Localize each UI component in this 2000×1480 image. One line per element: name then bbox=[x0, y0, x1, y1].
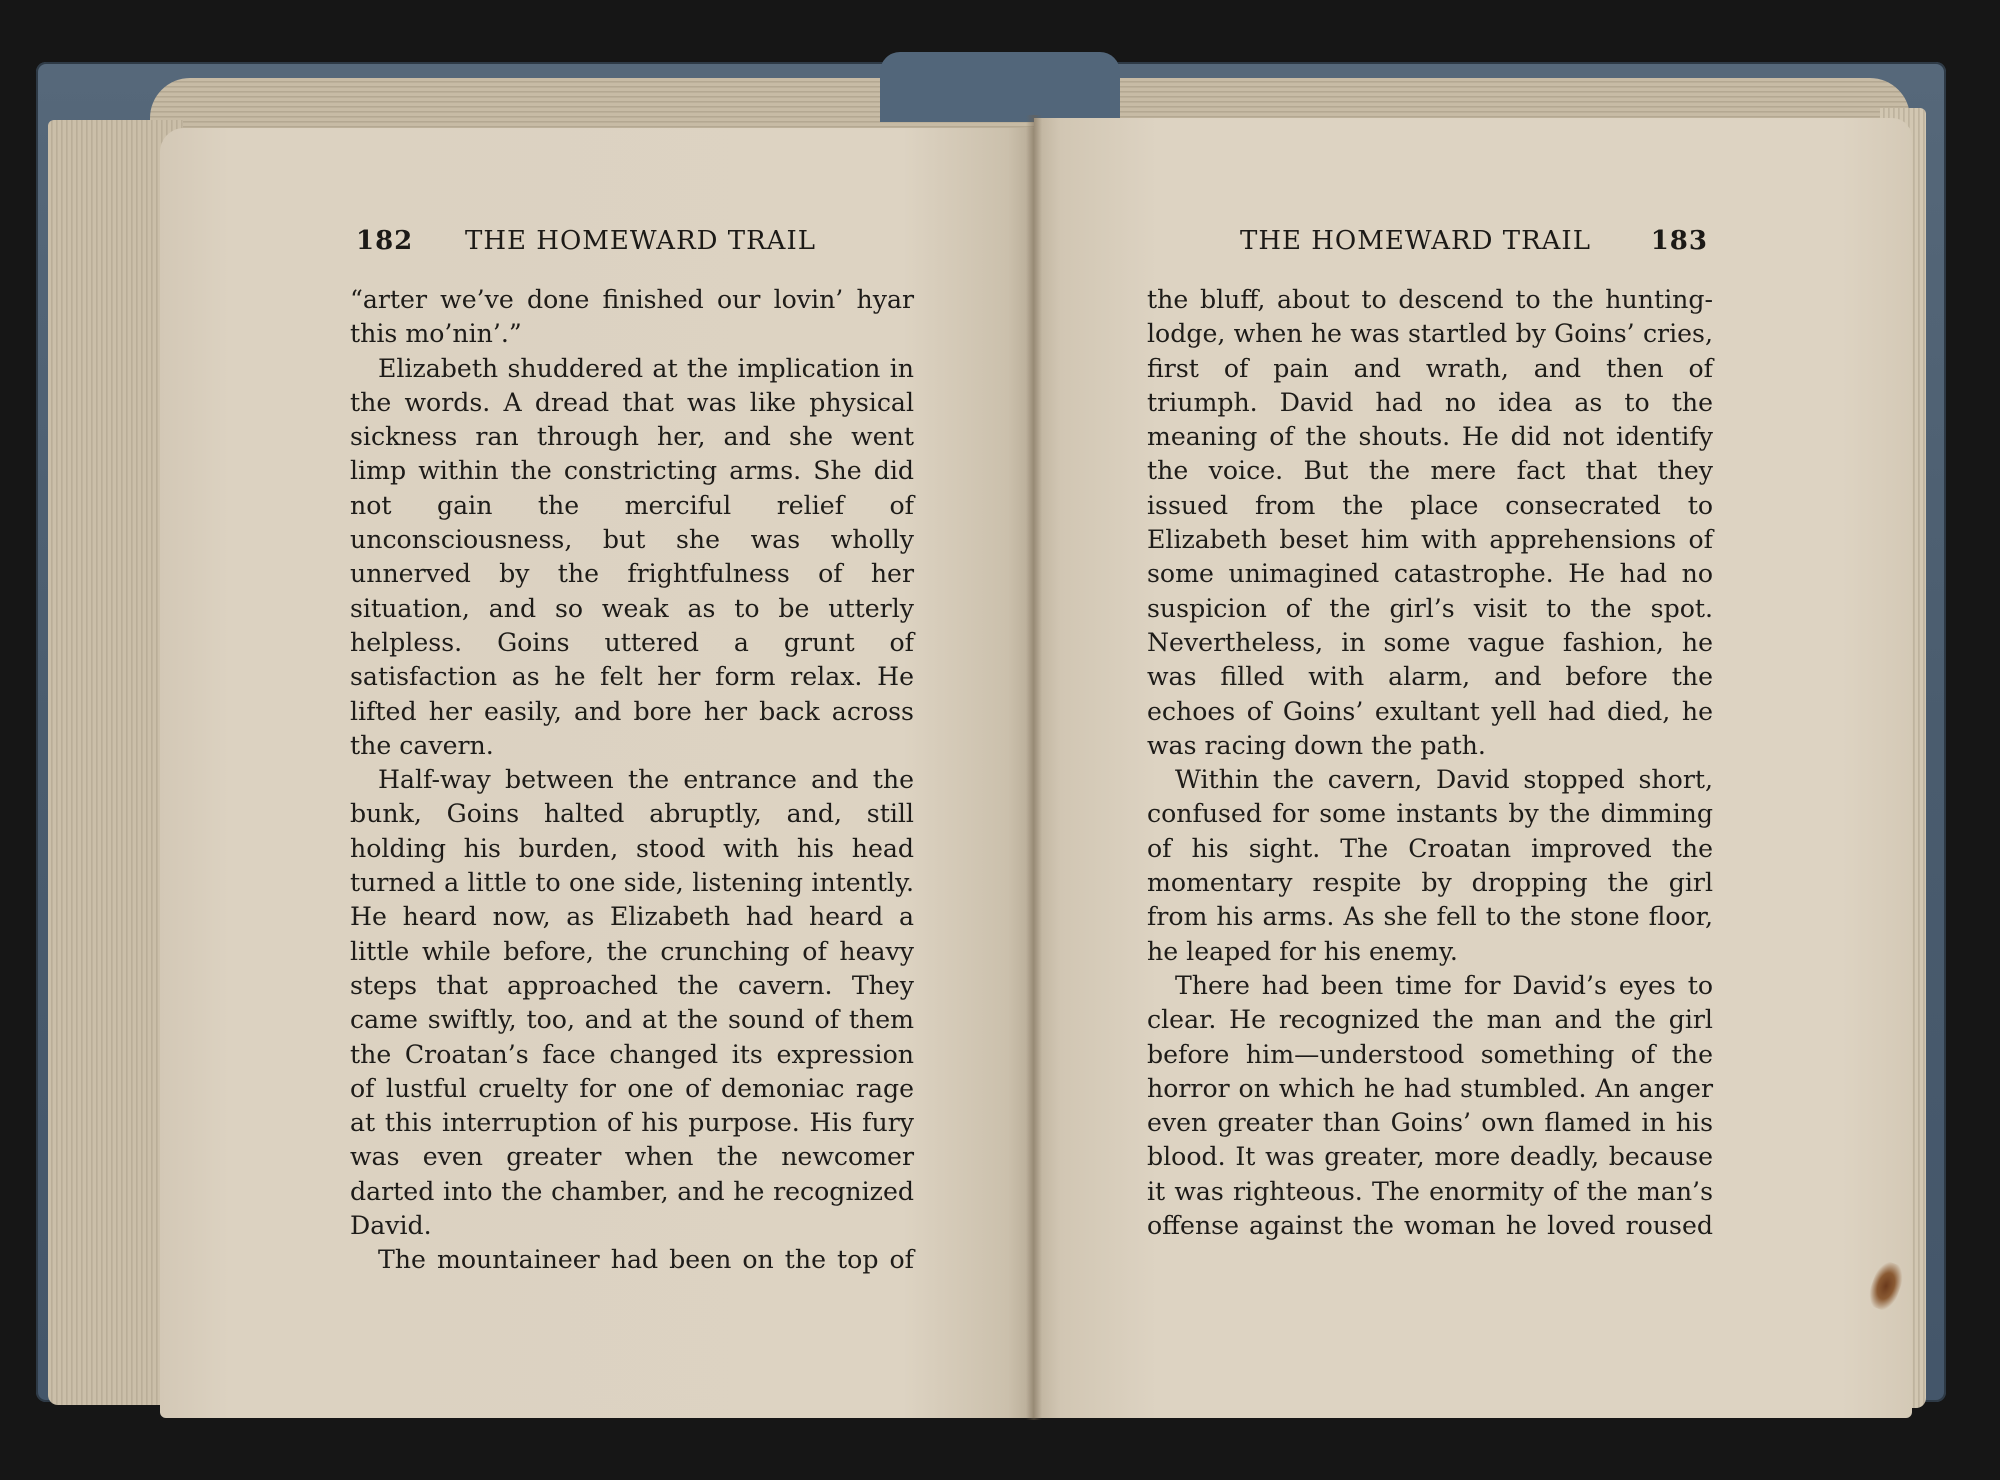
book-spine bbox=[880, 52, 1120, 122]
book-gutter bbox=[1026, 115, 1042, 1420]
left-page-number: 182 bbox=[356, 226, 414, 256]
right-running-title: THE HOMEWARD TRAIL bbox=[1240, 226, 1591, 256]
paragraph: There had been time for David’s eyes to clear. He recognized the man and the girl before him—understood something of the horror on which he had stumbled. An anger even greater than Goins’ own flamed in his blood. It was greater, more deadly, because it was righteous. The enormity of the man’s offense against the woman he loved roused bbox=[1147, 970, 1713, 1241]
paragraph: the bluff, about to descend to the hunting-lodge, when he was startled by Goins’ cries, first of pain and wrath, and then of triumph. David had no idea as to the meaning of the shouts. He did not identify the voice. But the mere fact that they issued from the place consecrated to Elizabeth beset him with apprehensions of some unimagined catastrophe. He had no suspicion of the girl’s visit to the spot. Nevertheless, in some vague fashion, he was filled with alarm, and before the echoes of Goins’ exultant yell had died, he was racing down the path. bbox=[1147, 285, 1713, 760]
right-page-number: 183 bbox=[1650, 226, 1708, 256]
left-running-title: THE HOMEWARD TRAIL bbox=[465, 226, 816, 256]
paragraph: Within the cavern, David stopped short, confused for some instants by the dimming of his sight. The Croatan improved the momentary respite by dropping the girl from his arms. As she fell to the stone floor, he leaped for his enemy. bbox=[1147, 765, 1713, 966]
paragraph: “arter we’ve done finished our lovin’ hyar this mo’nin’.” bbox=[350, 285, 914, 349]
right-page-body bbox=[1147, 283, 1713, 1243]
left-running-head bbox=[356, 226, 816, 256]
paragraph: Elizabeth shuddered at the implication in the words. A dread that was like physical sickness ran through her, and she went limp within the constricting arms. She did not gain the merciful relief of unconsciousness, but she was wholly unnerved by the frightfulness of her situation, and so weak as to be utterly helpless. Goins uttered a grunt of satisfaction as he felt her form relax. He lifted her easily, and bore her back across the cavern. bbox=[350, 353, 914, 760]
paragraph: The mountaineer had been on the top of bbox=[378, 1245, 914, 1275]
right-running-head bbox=[1240, 226, 1708, 256]
paragraph: Half-way between the entrance and the bunk, Goins halted abruptly, and, still holding his burden, stood with his head turned a little to one side, listening intently. He heard now, as Elizabeth had heard a little while before, the crunching of heavy steps that approached the cavern. They came swiftly, too, and at the sound of them the Croatan’s face changed its expression of lustful cruelty for one of demoniac rage at this interruption of his purpose. His fury was even greater when the newcomer darted into the chamber, and he recognized David. bbox=[350, 765, 914, 1241]
left-page-body bbox=[350, 283, 914, 1278]
